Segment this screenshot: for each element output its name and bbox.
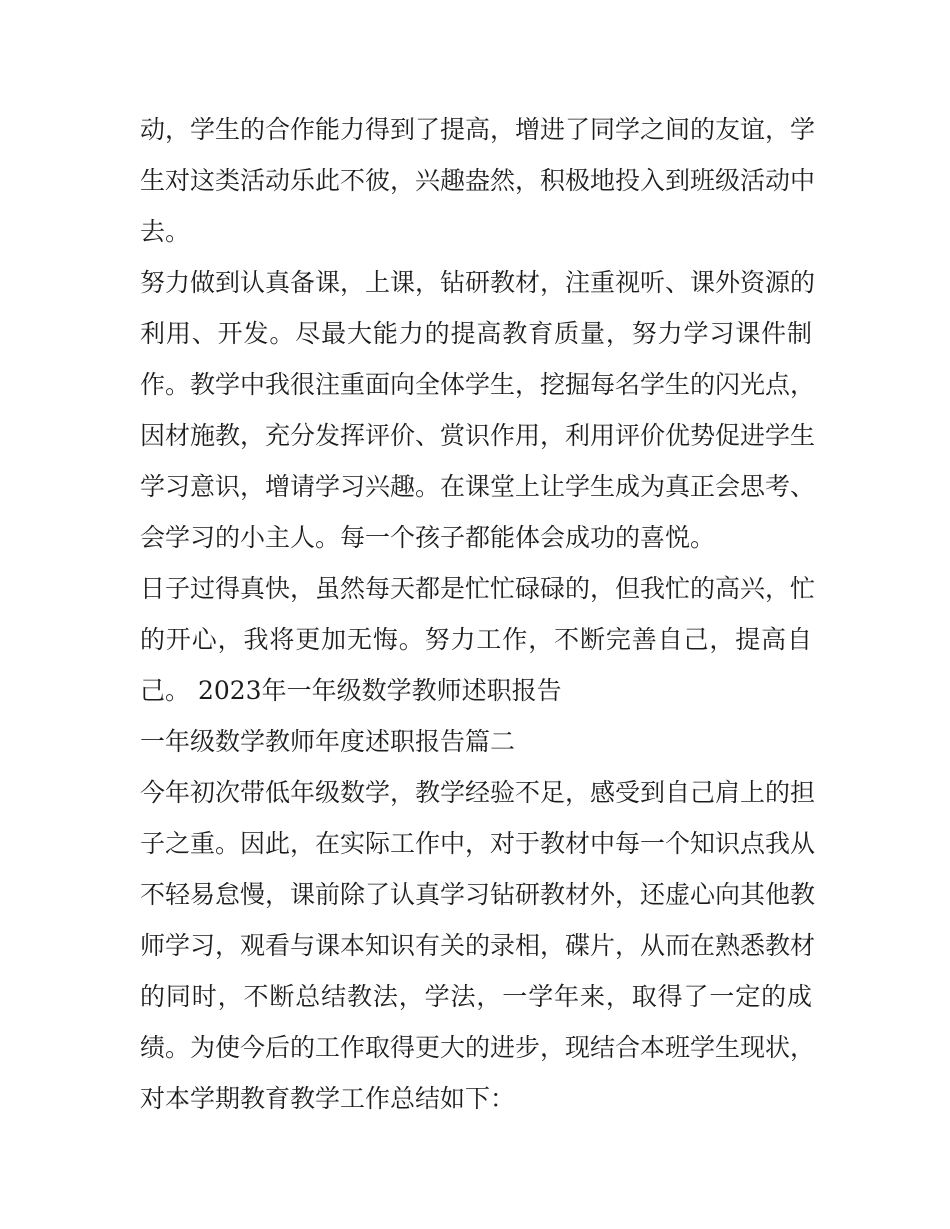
- text-line: 师学习，观看与课本知识有关的录相，碟片，从而在熟悉教材: [140, 931, 816, 960]
- text-line: 对本学期教育教学工作总结如下：: [140, 1084, 516, 1113]
- text-line: 作。教学中我很注重面向全体学生，挖掘每名学生的闪光点，: [140, 370, 816, 399]
- text-line: 利用、开发。尽最大能力的提高教育质量，努力学习课件制: [140, 319, 812, 348]
- text-line: 今年初次带低年级数学，教学经验不足，感受到自己肩上的担: [140, 778, 816, 807]
- section-heading: 一年级数学教师年度述职报告篇二: [140, 727, 516, 756]
- text-line: 动，学生的合作能力得到了提高，增进了同学之间的友谊，学: [140, 115, 816, 144]
- text-line: 去。: [140, 217, 191, 246]
- text-line: 绩。为使今后的工作取得更大的进步，现结合本班学生现状，: [140, 1033, 816, 1062]
- text-line: 不轻易怠慢，课前除了认真学习钻研教材外，还虚心向其他教: [140, 880, 816, 909]
- text-line: 生对这类活动乐此不彼，兴趣盎然，积极地投入到班级活动中: [140, 166, 816, 195]
- text-line: 努力做到认真备课，上课，钻研教材，注重视听、课外资源的: [140, 268, 816, 297]
- text-line: 己。 2023年一年级数学教师述职报告: [140, 676, 562, 705]
- text-line: 子之重。因此，在实际工作中，对于教材中每一个知识点我从: [140, 829, 816, 858]
- text-line: 会学习的小主人。每一个孩子都能体会成功的喜悦。: [140, 523, 716, 552]
- text-line: 日子过得真快，虽然每天都是忙忙碌碌的，但我忙的高兴，忙: [140, 574, 816, 603]
- text-line: 因材施教，充分发挥评价、赏识作用，利用评价优势促进学生: [140, 421, 816, 450]
- text-line: 的开心，我将更加无悔。努力工作，不断完善自己，提高自: [140, 625, 812, 654]
- text-line: 的同时，不断总结教法，学法，一学年来，取得了一定的成: [140, 982, 812, 1011]
- text-line: 学习意识，增请学习兴趣。在课堂上让学生成为真正会思考、: [140, 472, 816, 501]
